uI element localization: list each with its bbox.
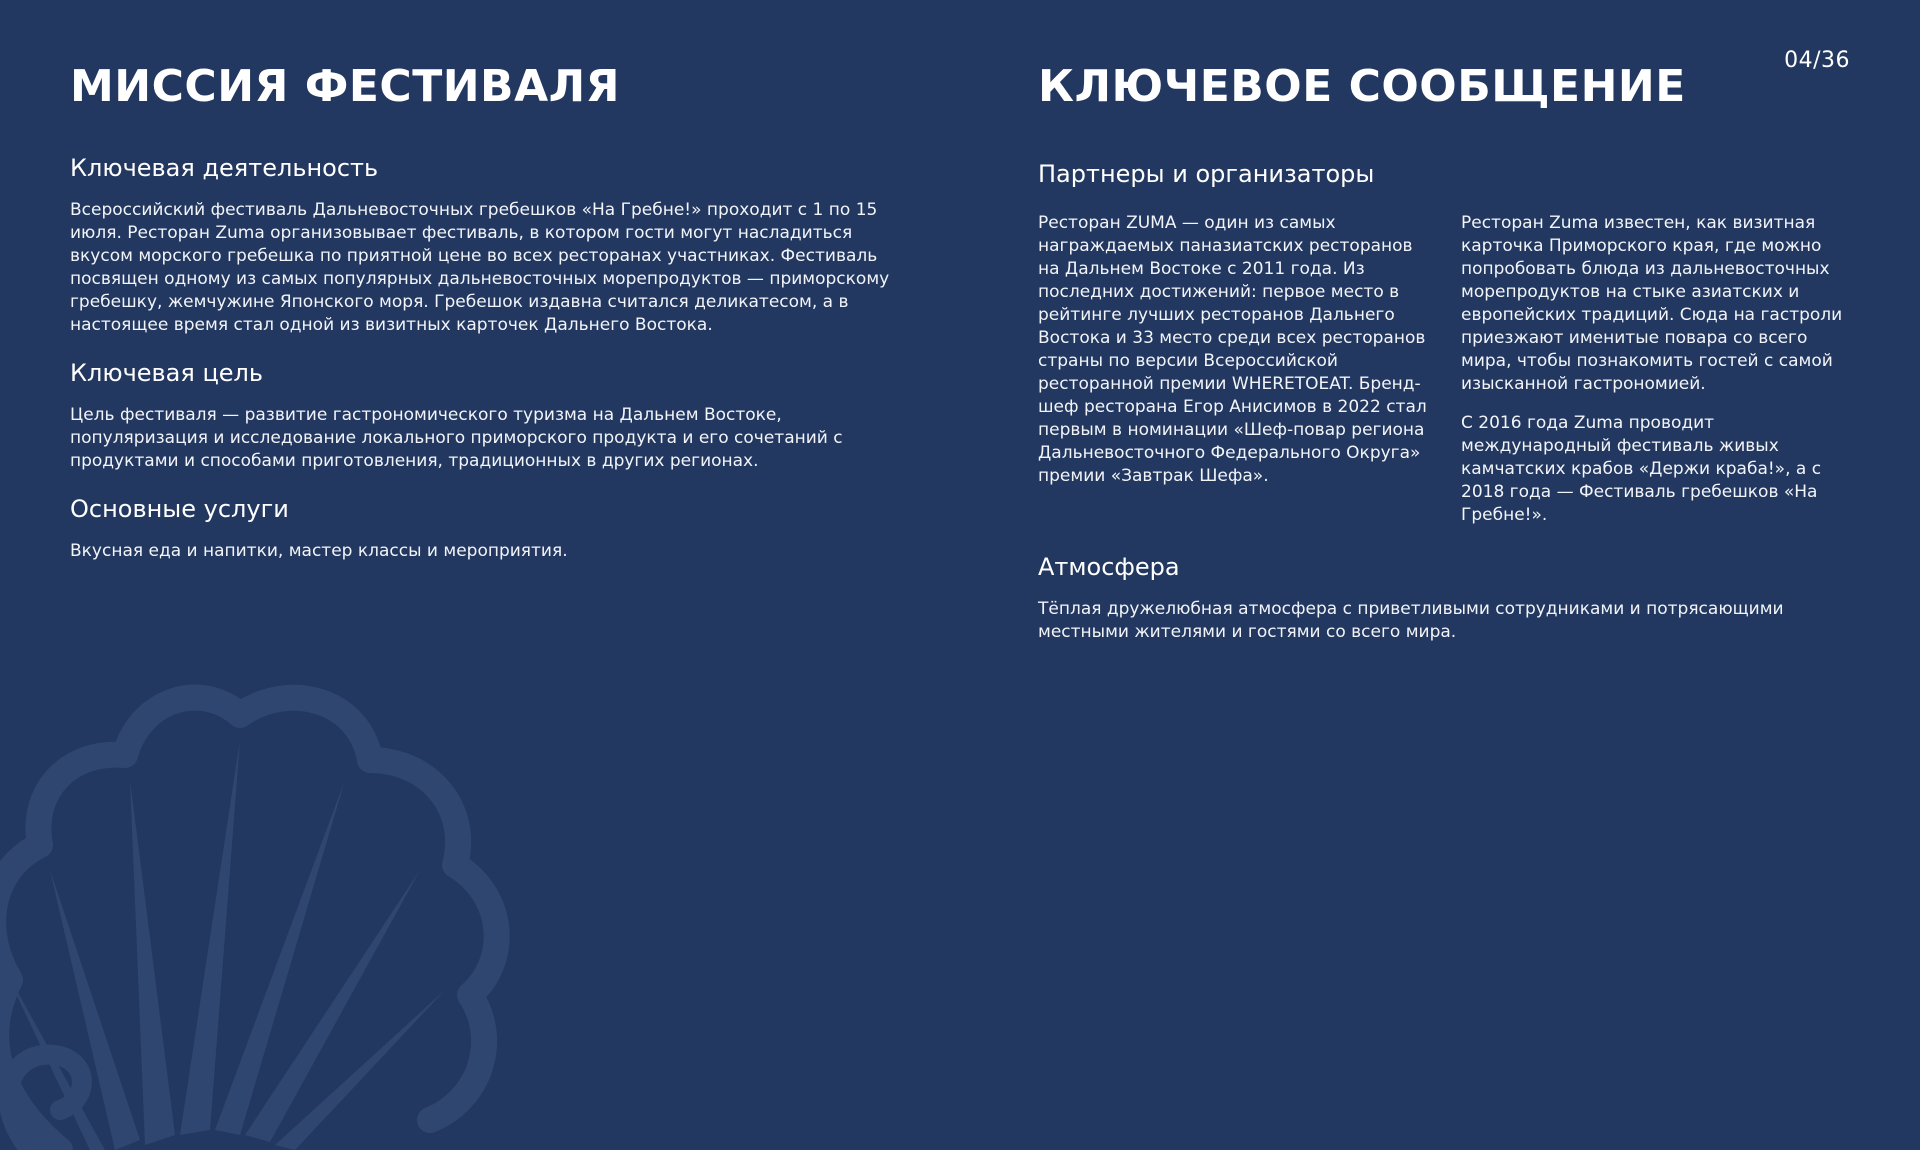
partners-column-2 [1461, 212, 1850, 527]
partners-text-3: С 2016 года Zuma проводит международный фестиваль живых камчатских крабов «Держи краба!», а с 2018 года — Фестиваль гребешков «На Гребне!». [1461, 413, 1822, 525]
key-activity-heading: Ключевая деятельность [70, 154, 379, 182]
mission-column [70, 60, 900, 563]
key-message-title: КЛЮЧЕВОЕ СООБЩЕНИЕ [1038, 61, 1686, 112]
partners-heading: Партнеры и организаторы [1038, 160, 1375, 188]
atmosphere-text: Тёплая дружелюбная атмосфера с приветливыми сотрудниками и потрясающими местными жителями и гостями со всего мира. [1038, 599, 1784, 642]
partners-column-1 [1038, 212, 1427, 527]
mission-title: МИССИЯ ФЕСТИВАЛЯ [70, 61, 621, 112]
scallop-shell-icon [0, 630, 560, 1150]
page-number: 04/36 [1784, 48, 1850, 73]
partners-text-2: Ресторан Zuma известен, как визитная карточка Приморского края, где можно попробовать блюда из дальневосточных морепродуктов на стыке азиатских и европейских традиций. Сюда на гастроли приезжают именитые повара со всего мира, чтобы познакомить гостей с самой изысканной гастрономией. [1461, 213, 1843, 394]
key-goal-heading: Ключевая цель [70, 359, 264, 387]
key-activity-text: Всероссийский фестиваль Дальневосточных гребешков «На Гребне!» проходит с 1 по 15 июля. Ресторан Zuma организовывает фестиваль, в котором гости могут насладиться вкусом морского гребешка по приятной цене во всех ресторанах участниках. Фестиваль посвящен одному из самых популярных дальневосточных морепродуктов — приморскому гребешку, жемчужине Японского моря. Гребешок издавна считался деликатесом, а в настоящее время стал одной из визитных карточек Дальнего Востока. [70, 200, 890, 335]
key-message-column [1038, 60, 1850, 644]
partners-text-1: Ресторан ZUMA — один из самых награждаемых паназиатских ресторанов на Дальнем Востоке с 2011 года. Из последних достижений: первое место в рейтинге лучших ресторанов Дальнего Востока и 33 место среди всех ресторанов страны по версии Всероссийской ресторанной премии WHERETOEAT. Бренд-шеф ресторана Егор Анисимов в 2022 стал первым в номинации «Шеф-повар региона Дальневосточного Федерального Округа» премии «Завтрак Шефа». [1038, 213, 1427, 486]
partners-text-columns [1038, 212, 1850, 527]
key-goal-text: Цель фестиваля — развитие гастрономического туризма на Дальнем Востоке, популяризация и исследование локального приморского продукта и его сочетаний с продуктами и способами приготовления, традиционных в других регионах. [70, 405, 843, 471]
main-services-heading: Основные услуги [70, 495, 289, 523]
main-services-text: Вкусная еда и напитки, мастер классы и мероприятия. [70, 541, 568, 561]
atmosphere-heading: Атмосфера [1038, 553, 1180, 581]
